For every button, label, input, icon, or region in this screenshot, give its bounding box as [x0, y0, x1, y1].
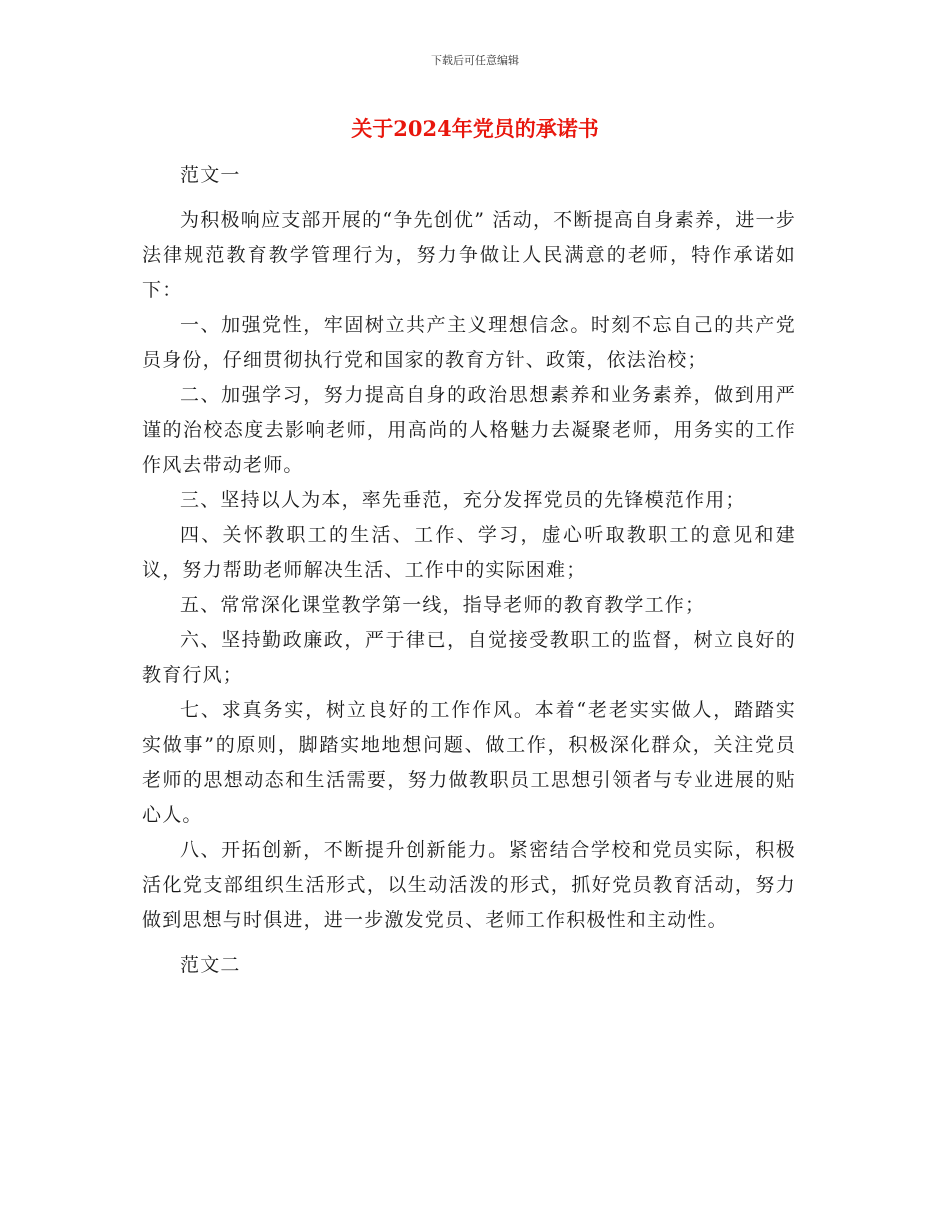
document-body [142, 158, 796, 983]
page-header-note: 下载后可任意编辑 [431, 54, 519, 67]
paragraph-item-1: 一、加强党性，牢固树立共产主义理想信念。时刻不忘自己的共产党员身份，仔细贯彻执行党和国家的教育方针、政策，依法治校； [142, 314, 796, 371]
paragraph-item-4: 四、关怀教职工的生活、工作、学习，虚心听取教职工的意见和建议，努力帮助老师解决生活、工作中的实际困难； [142, 524, 796, 581]
document-title: 关于2024年党员的承诺书 [351, 116, 599, 141]
paragraph-item-3: 三、坚持以人为本，率先垂范，充分发挥党员的先锋模范作用； [180, 489, 746, 511]
paragraph-item-8: 八、开拓创新，不断提升创新能力。紧密结合学校和党员实际，积极活化党支部组织生活形式，以生动活泼的形式，抓好党员教育活动，努力做到思想与时俱进，进一步激发党员、老师工作积极性和主动性。 [142, 839, 796, 931]
section-heading-2: 范文二 [180, 954, 241, 976]
paragraph-item-7: 七、求真务实，树立良好的工作作风。本着“老老实实做人，踏踏实实做事”的原则，脚踏实地地想问题、做工作，积极深化群众，关注党员老师的思想动态和生活需要，努力做教职员工思想引领者与专业进展的贴心人。 [142, 699, 796, 826]
section-heading-1: 范文一 [180, 164, 241, 186]
paragraph-item-5: 五、常常深化课堂教学第一线，指导老师的教育教学工作； [180, 594, 706, 616]
paragraph-intro: 为积极响应支部开展的“争先创优” 活动，不断提高自身素养，进一步法律规范教育教学管理行为，努力争做让人民满意的老师，特作承诺如下： [142, 209, 796, 301]
paragraph-item-2: 二、加强学习，努力提高自身的政治思想素养和业务素养，做到用严谨的治校态度去影响老师，用高尚的人格魅力去凝聚老师，用务实的工作作风去带动老师。 [142, 384, 796, 476]
paragraph-item-6: 六、坚持勤政廉政，严于律已，自觉接受教职工的监督，树立良好的教育行风； [142, 629, 796, 686]
